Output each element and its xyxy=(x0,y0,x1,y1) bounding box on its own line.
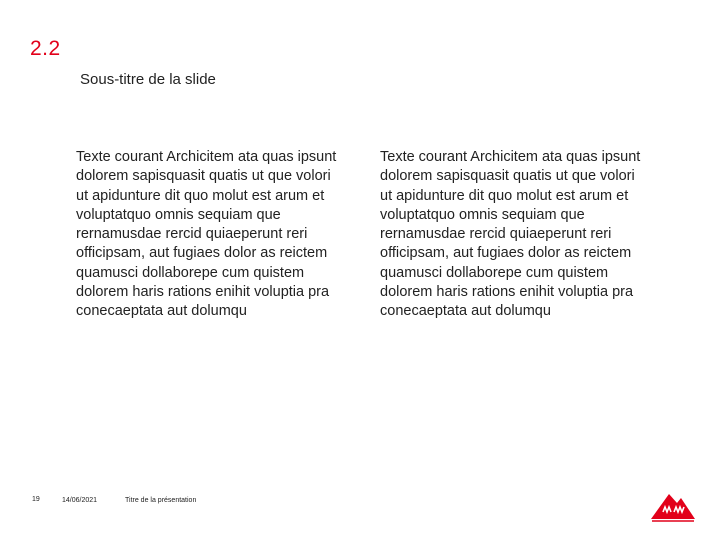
footer-presentation-title: Titre de la présentation xyxy=(125,497,197,504)
footer-date: 14/06/2021 xyxy=(62,497,98,504)
footer-page-number: 19 xyxy=(32,496,40,503)
section-number: 2.2 xyxy=(30,37,61,60)
red-mountain-logo-icon xyxy=(650,488,696,522)
slide-subtitle: Sous-titre de la slide xyxy=(80,71,216,88)
body-text-left: Texte courant Archicitem ata quas ipsunt dolorem sapisquasit quatis ut que volori ut apidunture dit quo molut est arum et voluptatquo omnis sequiam que rernamusdae rercid quiaeperunt reri officipsam, aut fugiaes dolor as reictem quamusci dollaborepe cum quistem dolorem haris rations enihit voluptia pra conecaeptata aut dolumqu xyxy=(76,149,337,320)
body-text-right: Texte courant Archicitem ata quas ipsunt dolorem sapisquasit quatis ut que volori ut apidunture dit quo molut est arum et voluptatquo omnis sequiam que rernamusdae rercid quiaeperunt reri officipsam, aut fugiaes dolor as reictem quamusci dollaborepe cum quistem dolorem haris rations enihit voluptia pra conecaeptata aut dolumqu xyxy=(380,149,641,320)
